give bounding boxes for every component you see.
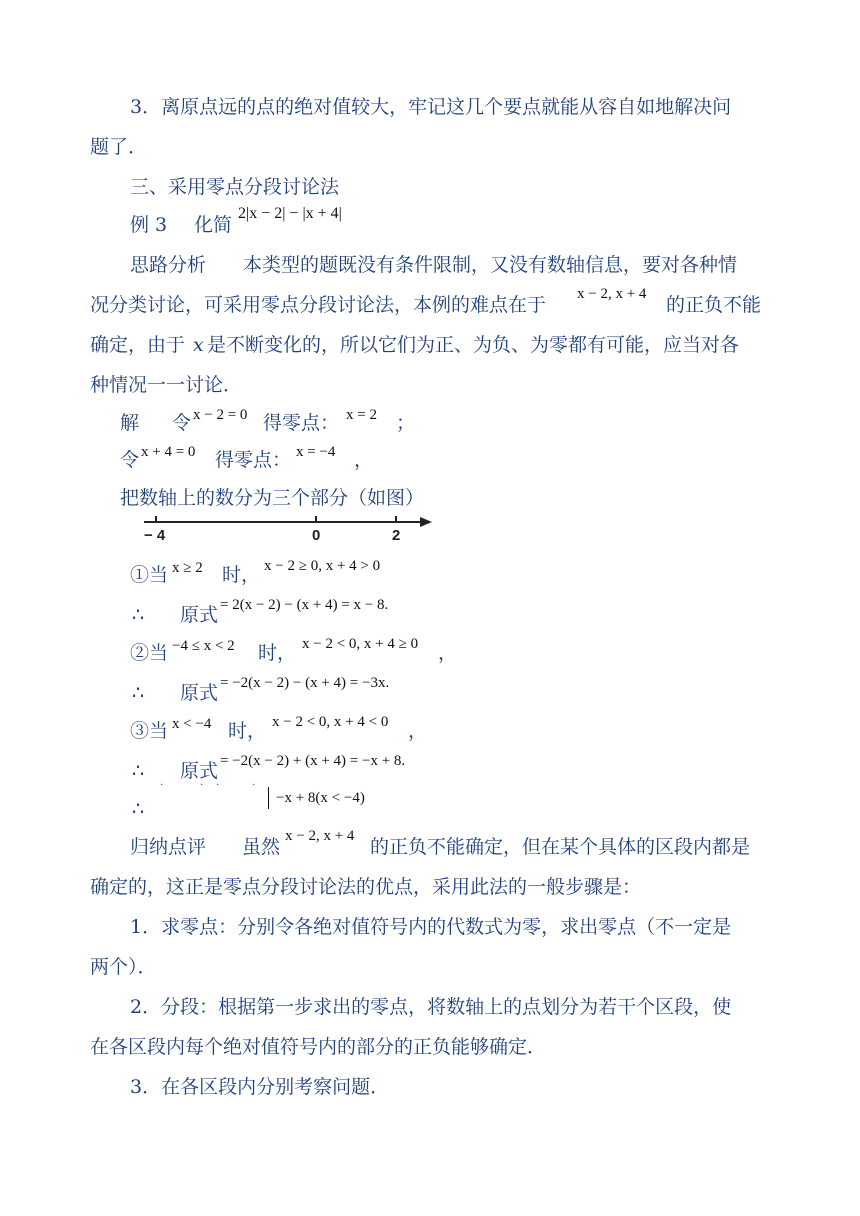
- case-inequality: x − 2 < 0, x + 4 ≥ 0: [302, 636, 419, 652]
- scan-dots: ·: [200, 780, 204, 791]
- example-math: 2|x − 2| − |x + 4|: [238, 205, 342, 222]
- number-line-tick-label: − 4: [144, 527, 166, 544]
- yuanshi-label: 原式: [180, 760, 219, 782]
- solution-label: 解: [120, 412, 140, 434]
- case-condition: x ≥ 2: [172, 560, 203, 576]
- case-inequality: x − 2 ≥ 0, x + 4 > 0: [264, 558, 381, 574]
- number-line: [140, 510, 440, 544]
- section-title: 三、采用零点分段讨论法: [130, 176, 340, 198]
- solution-text: 得零点：: [263, 412, 340, 434]
- review-text: 虽然: [242, 836, 281, 858]
- number-line-arrow: [420, 517, 432, 527]
- scan-dots: ·: [252, 780, 256, 791]
- number-line-svg: [140, 510, 440, 544]
- analysis-text: 确定，由于: [90, 334, 186, 356]
- analysis-label: 思路分析: [130, 254, 207, 276]
- analysis-var: x: [193, 334, 204, 356]
- step-text: 3．在各区段内分别考察问题．: [130, 1076, 390, 1098]
- solution-text: ；: [396, 412, 416, 434]
- case-inequality: x − 2 < 0, x + 4 < 0: [272, 714, 389, 730]
- example-text: 化简: [194, 214, 233, 236]
- therefore-symbol: ∴: [132, 798, 145, 820]
- review-text: 的正负不能确定，但在某个具体的区段内都是: [370, 836, 751, 858]
- case-text: 时，: [222, 564, 261, 586]
- number-line-tick-label: 2: [392, 527, 401, 544]
- solution-eq: x − 2 = 0: [193, 407, 248, 423]
- analysis-text: 本类型的题既没有条件限制，又没有数轴信息，要对各种情: [243, 254, 738, 276]
- piecewise-case: −x + 8(x < −4): [276, 790, 365, 806]
- paragraph-line: 3．离原点远的点的绝对值较大，牢记这几个要点就能从容自如地解决问: [130, 96, 732, 118]
- scan-dots: ·: [216, 780, 220, 791]
- yuanshi-label: 原式: [180, 682, 219, 704]
- analysis-text: 的正负不能: [666, 294, 762, 316]
- solution-text: ，: [354, 449, 374, 471]
- solution-text: 令: [120, 449, 140, 471]
- piecewise-brace: [268, 787, 273, 809]
- case-text: 时，: [228, 720, 267, 742]
- case-result: = 2(x − 2) − (x + 4) = x − 8.: [220, 597, 389, 613]
- case-label: ②当: [130, 642, 169, 664]
- solution-text: 把数轴上的数分为三个部分（如图）: [120, 487, 425, 509]
- case-label: ③当: [130, 720, 169, 742]
- review-math: x − 2, x + 4: [285, 828, 355, 844]
- solution-text: 令: [172, 412, 192, 434]
- case-condition: x < −4: [172, 716, 212, 732]
- solution-zero: x = 2: [346, 407, 377, 423]
- therefore-symbol: ∴: [132, 604, 145, 626]
- step-text: 在各区段内每个绝对值符号内的部分的正负能够确定．: [90, 1036, 547, 1058]
- step-text: 1．求零点：分别令各绝对值符号内的代数式为零，求出零点（不一定是: [130, 916, 732, 938]
- solution-zero: x = −4: [296, 444, 336, 460]
- case-result: = −2(x − 2) + (x + 4) = −x + 8.: [220, 753, 406, 769]
- step-text: 2．分段：根据第一步求出的零点，将数轴上的点划分为若干个区段，使: [130, 996, 732, 1018]
- paragraph-line: 题了．: [90, 136, 148, 158]
- therefore-symbol: ∴: [132, 760, 145, 782]
- solution-eq: x + 4 = 0: [141, 444, 196, 460]
- review-label: 归纳点评: [130, 836, 207, 858]
- case-result: = −2(x − 2) − (x + 4) = −3x.: [220, 675, 390, 691]
- yuanshi-label: 原式: [180, 604, 219, 626]
- analysis-text: 是不断变化的，所以它们为正、为负、为零都有可能，应当对各: [207, 334, 740, 356]
- step-text: 两个）．: [90, 956, 157, 978]
- case-label: ①当: [130, 564, 169, 586]
- therefore-symbol: ∴: [132, 682, 145, 704]
- case-text: ，: [408, 720, 428, 742]
- example-label: 例 3: [130, 214, 168, 236]
- review-text: 确定的，这正是零点分段讨论法的优点，采用此法的一般步骤是：: [90, 876, 642, 898]
- analysis-math: x − 2, x + 4: [577, 286, 647, 302]
- analysis-text: 种情况一一讨论．: [90, 374, 243, 396]
- case-condition: −4 ≤ x < 2: [172, 638, 235, 654]
- case-text: 时，: [258, 642, 297, 664]
- scan-dots: ·: [160, 780, 164, 791]
- case-text: ，: [438, 642, 458, 664]
- analysis-text: 况分类讨论，可采用零点分段讨论法，本例的难点在于: [90, 294, 547, 316]
- number-line-tick-label: 0: [312, 527, 321, 544]
- solution-text: 得零点：: [215, 449, 292, 471]
